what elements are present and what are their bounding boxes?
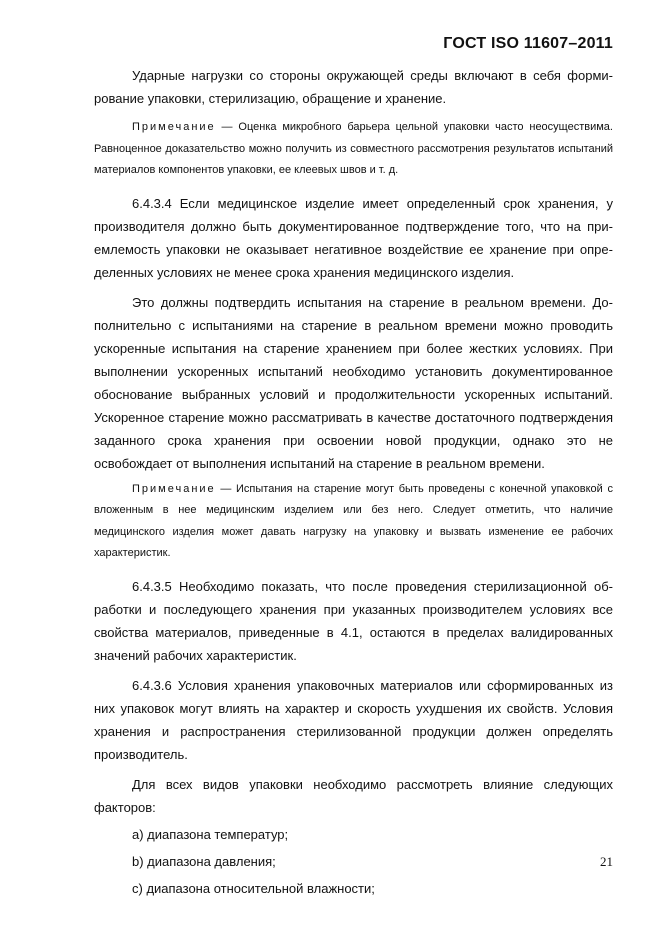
factors-list <box>94 823 613 900</box>
note-label: Примечание <box>132 482 216 495</box>
list-item: c) диапазона относительной влажности; <box>132 880 375 896</box>
document-header: ГОСТ ISO 11607–2011 <box>443 35 613 52</box>
paragraph-6-4-3-5: 6.4.3.5 Необходимо показать, что после проведения стерилизационной обработки и последующего хранения при указанных производителем условиях все свойства материалов, приведенные в 4.1, остаются в пределах валидированных значений рабочих характеристик. <box>94 578 613 663</box>
note-2-text: — Испытания на старение могут быть проведены с конечной упаковкой с вложенным в нее медицинским изделием или без него. Следует отметить, что наличие медицинского изделия может давать нагрузку на упаковку и вызвать изменение ее рабочих характеристик. <box>94 482 613 559</box>
list-item: b) диапазона давления; <box>132 853 276 869</box>
note-label: Примечание <box>132 121 216 133</box>
note-2 <box>94 479 613 565</box>
paragraph-6-4-3-4: 6.4.3.4 Если медицинское изделие имеет определенный срок хранения, у производителя должно быть документированное подтверждение того, что на приемлемость упаковки не оказывает негативное воздействие ее хранение при определенных условиях не менее срока хранения медицинского изделия. <box>94 195 613 280</box>
paragraph-impacts: Ударные нагрузки со стороны окружающей среды включают в себя формирование упаковки, стерилизацию, обращение и хранение. <box>94 68 613 106</box>
paragraph-aging: Это должны подтвердить испытания на старение в реальном времени. Дополнительно с испытаниями на старение в реальном времени можно проводить ускоренные испытания на старение хранением при более жестких условиях. При выполнении ускоренных испытаний необходимо установить документированное обоснование выбранных условий и продолжительности ускоренных испытаний. Ускоренное старение можно рассматривать в качестве достаточного подтверждения заданного срока хранения при освоении новой продукции, однако это не освобождает от выполнения испытаний на старение в реальном времени. <box>94 294 613 471</box>
page-number: 21 <box>600 854 613 869</box>
document-body <box>94 64 613 904</box>
note-1 <box>94 117 613 182</box>
paragraph-6-4-3-6: 6.4.3.6 Условия хранения упаковочных материалов или сформированных из них упаковок могут влиять на характер и скорость ухудшения их свойств. Условия хранения и распространения стерилизованной продукции должен определять производитель. <box>94 677 613 762</box>
list-item: a) диапазона температур; <box>132 826 289 842</box>
paragraph-factors-intro: Для всех видов упаковки необходимо рассмотреть влияние следующих факторов: <box>94 776 613 815</box>
note-1-text: — Оценка микробного барьера цельной упаковки часто неосуществима. Равноценное доказательство можно получить из совместного рассмотрения результатов испытаний материалов компонентов упаковки, ее клеевых швов и т. д. <box>94 121 613 176</box>
